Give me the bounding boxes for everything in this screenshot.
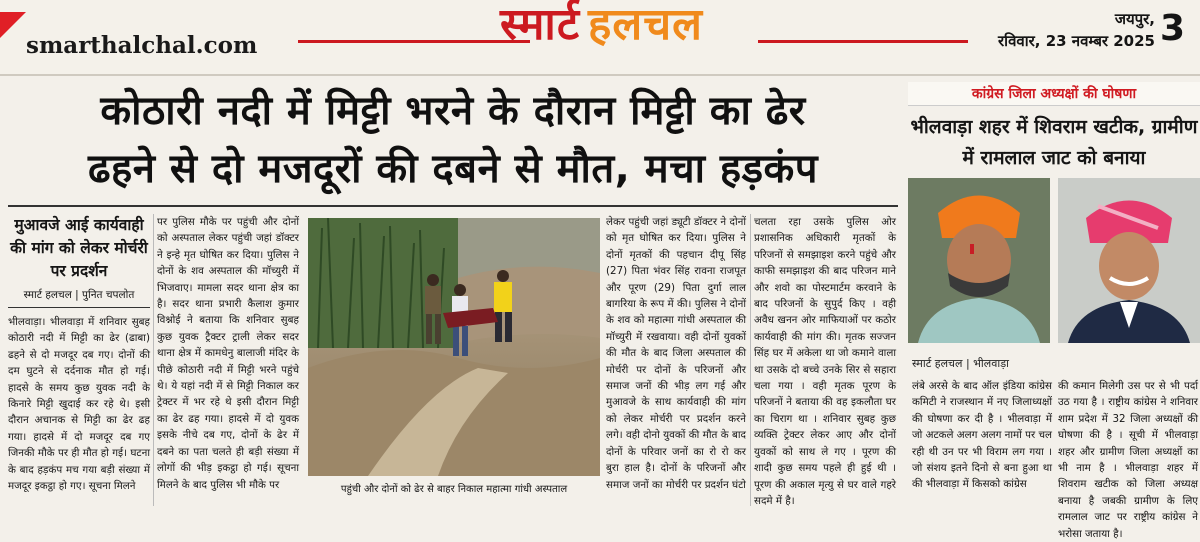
logo-part-2: हलचल xyxy=(588,0,703,50)
story-column-2: पर पुलिस मौके पर पहुंची और दोनों को अस्पताल लेकर पहुंची जहां डॉक्टर ने इन्हे मृत घोषित कर दिया। पुलिस ने दोनों के शव अस्पताल की मॉच्युरी में भिजवाए। मामला सदर थाना क्षेत्र का है। सदर थाना प्रभारी कैलाश कुमार विश्नोई ने बताया कि शनिवार सुबह कुछ युवक ट्रैक्टर ट्राली लेकर सदर थाना क्षेत्र में कामधेनु बालाजी मंदिर के पीछे कोठारी नदी में मिट्टी भरने पहुंचे थे। ये यहां नदी में से मिट्टी निकाल कर ट्रेक्टर में भर रहे थे इसी दौरान मिट्टी का ढेर ढह गया। हादसे में दो युवक इसके नीचे दब गए, दोनों के ढेर में दबने का पता चलते ही बड़ी संख्या में लोगों की भीड़ इकट्ठा हो गई। सूचना मिलने के बाद पुलिस भी मौके पर xyxy=(157,216,299,491)
dateline xyxy=(975,8,1155,52)
dateline-city: जयपुर, xyxy=(1114,10,1155,28)
side-story-column-2: की कमान मिलेगी उस पर से भी पर्दा उठ गया है । राष्ट्रीय कांग्रेस ने शनिवार शाम प्रदेश में 32 जिला अध्यक्षों की घोषणा की है । सूची में भीलवाड़ा शहर और ग्रामीण जिला अध्यक्षों का भी नाम है । भीलवाड़ा शहर में शिवराम खटीक को जिला अध्यक्ष बनाया है जबकी ग्रामीण के लिए रामलाल जाट पर राष्ट्रीय कांग्रेस ने भरोसा जताया है। xyxy=(1058,380,1198,540)
logo-rule-left xyxy=(298,40,530,43)
subhead-divider xyxy=(8,307,150,308)
portrait-photo-left xyxy=(908,178,1050,343)
headline-line-1: कोठारी नदी में मिट्टी भरने के दौरान मिट्टी का ढेर xyxy=(100,88,806,134)
story-column-1: भीलवाड़ा। भीलवाड़ा में शनिवार सुबह कोठारी नदी में मिट्टी का ढेर (ढाबा) ढहने से दो मजदूर दब गए। दोनों की दम घुटने से दर्दनाक मौत हो गई। हादसे के समय कुछ युवक नदी के किनारे मिट्टी खुदाई कर रहे थे। इसी दौरान अचानक से मिट्टी का ढेर ढह गया। हादसे में दो मजदूर दब गए जिनकी मौके पर ही मौत हो गई। घटना के बाद हड़कंप मच गया बड़ी संख्या में मजदूर इकट्ठा हो गए। सूचना मिलने xyxy=(8,316,150,493)
headline-line-2: ढहने से दो मजदूरों की दबने से मौत, मचा हड़कंप xyxy=(88,146,818,192)
column-rule xyxy=(750,214,751,506)
side-story-byline: स्मार्ट हलचल | भीलवाड़ा xyxy=(912,357,1009,370)
portrait-photo-right xyxy=(1058,178,1200,343)
masthead-left xyxy=(0,12,290,68)
dateline-date: रविवार, 23 नवम्बर 2025 xyxy=(998,32,1155,50)
photo-caption: पहुंची और दोनों को ढेर से बाहर निकाल महात्मा गांधी अस्पताल xyxy=(340,484,568,495)
story-column-3: लेकर पहुंची जहां ड्यूटी डॉक्टर ने दोनों को मृत घोषित कर दिया। पुलिस ने दोनों मृतकों की पहचान दीपू सिंह (27) पिता भंवर सिंह रावना राजपूत और पूरण (29) पिता दुर्गा लाल बागरिया के रूप में की। पुलिस ने दोनों के शव को महात्मा गांधी अस्पताल की मॉच्युरी में रखवाया। वही दोनों युवकों की मौत के बाद जिला अस्पताल की मोर्चरी पर दोनों के परिजनों और समाज जनों की भीड़ लग गई और मुआवजे के साथ कार्यवाही की मांग को लेकर मोर्चरी पर प्रदर्शन करने लगे। वही दोनो युवकों की मौत के बाद दोनों के परिवार जनों का रो रो कर बुरा हाल है। दोनों के परिजनों और समाज जनों का मोर्चरी पर प्रदर्शन घंटो xyxy=(606,216,746,491)
logo-part-1: स्मार्ट xyxy=(500,0,580,50)
logo-rule-right xyxy=(758,40,968,43)
headline-divider xyxy=(8,205,898,207)
news-photo-riverbed xyxy=(308,218,600,476)
site-url[interactable]: smarthalchal.com xyxy=(26,32,258,59)
masthead xyxy=(0,0,1200,76)
main-headline xyxy=(8,82,898,198)
story-column-4: चलता रहा उसके पुलिस ओर प्रशासनिक अधिकारी मृतकों के परिजनों से समझाइश करने पहुंचे और काफी समझाइश की बाद परिजन माने और शवो का पोस्टमार्टम करवाने के बाद परिजनों के सुपुर्द किए । वही अवैध खनन ओर माफियाओं पर कठोर कार्यवाही की मांग की। मृतक सज्जन सिंह घर में अकेला था जो कमाने वाला था उसके दो बच्चे उनके सिर से सहारा चला गया । वही मृतक पूरण के परिजनों ने बताया की वह इकलौता घर का चिराग था । शनिवार सुबह कुछ व्यक्ति ट्रेक्टर लेकर आए और दोनों युवकों को साथ ले गए । पूरण की शादी कुछ समय पहले ही हुई थी । पूरण की अकाल मृत्यु से घर वाले गहरे सदमे में है। xyxy=(754,216,896,507)
page-number: 3 xyxy=(1160,8,1186,49)
column-rule xyxy=(153,214,154,506)
side-story-column-1: लंबे अरसे के बाद ऑल इंडिया कांग्रेस कमिटी ने राजस्थान में नए जिलाध्यक्षों की घोषणा कर दी है । भीलवाड़ा में जो अटकले अलग अलग नामों पर चल रही थी उन पर भी विराम लग गया । जो संशय इतने दिनो से बना हुआ था की भीलवाड़ा में किसको कांग्रेस xyxy=(912,380,1052,491)
newspaper-logo xyxy=(500,0,703,52)
side-story-kicker: कांग्रेस जिला अध्यक्षों की घोषणा xyxy=(908,82,1200,106)
story-byline: स्मार्ट हलचल | पुनित चपलोत xyxy=(23,289,135,301)
corner-mark xyxy=(0,12,26,38)
masthead-divider xyxy=(0,74,1200,76)
side-story-headline: भीलवाड़ा शहर में शिवराम खटीक, ग्रामीण में रामलाल जाट को बनाया xyxy=(910,116,1198,169)
story-subhead: मुआवजे आई कार्यवाही की मांग को लेकर मोर्चरी पर प्रदर्शन xyxy=(10,216,148,280)
